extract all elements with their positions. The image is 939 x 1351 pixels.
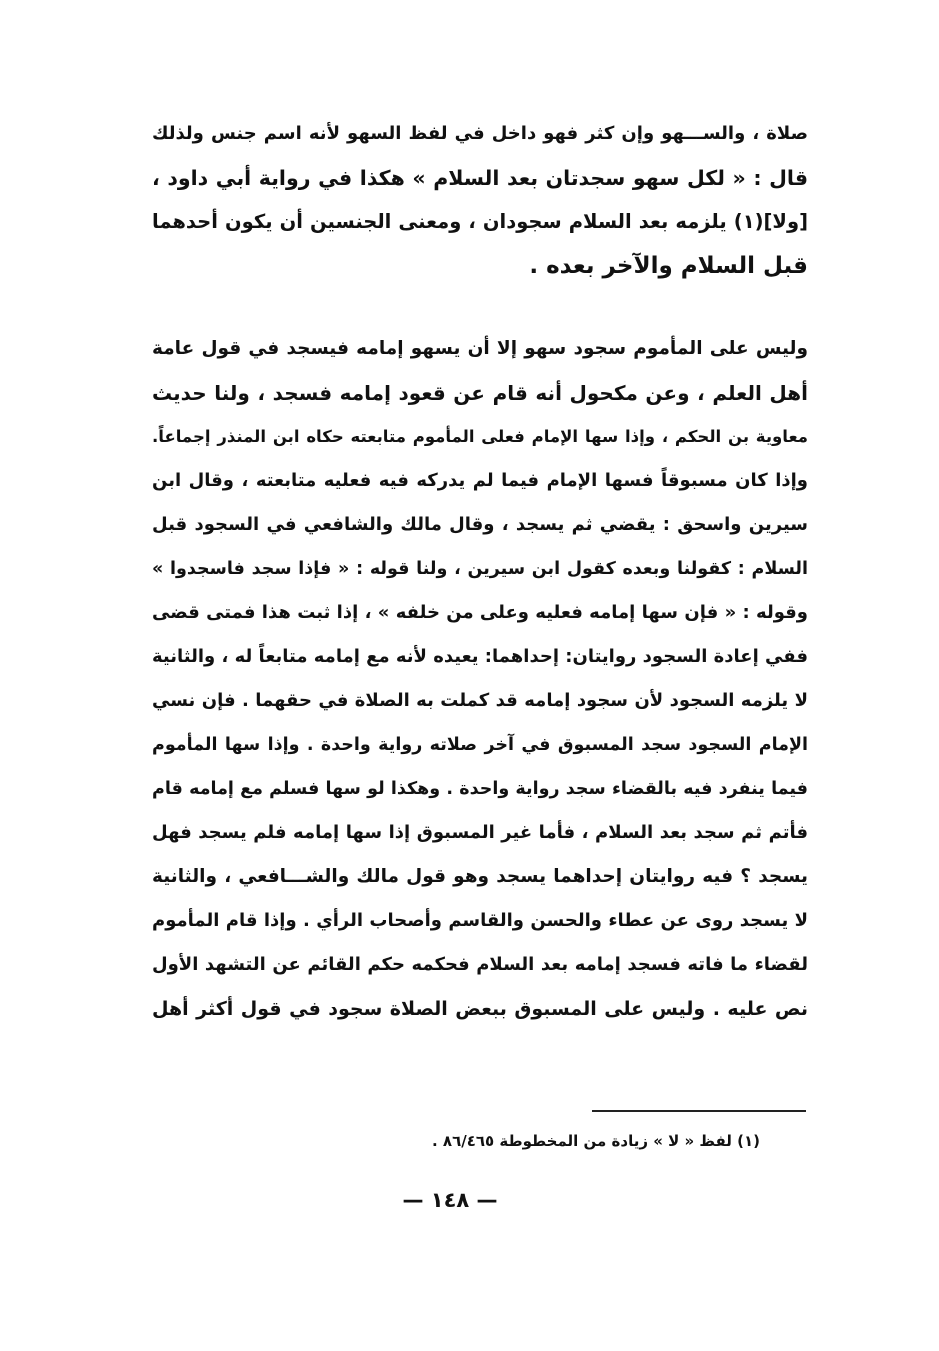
footnote-divider [592, 1110, 806, 1112]
text-line: فيما ينفرد فيه بالقضاء سجد رواية واحدة . وهكذا لو سها فسلم مع إمامه قام [152, 779, 808, 799]
footnote: (١) لفظ « لا » زيادة من المخطوطة ٨٦/٤٦٥ . [432, 1132, 760, 1150]
text-line: وليس على المأموم سجود سهو إلا أن يسهو إمامه فيسجد في قول عامة [152, 338, 808, 359]
text-line: وإذا كان مسبوقاً فسها الإمام فيما لم يدركه فيه فعليه متابعته ، وقال ابن [152, 470, 808, 491]
text-line: لا يسجد روى عن عطاء والحسن والقاسم وأصحاب الرأي . وإذا قام المأموم [152, 910, 808, 931]
text-line: وقوله : « فإن سها إمامه فعليه وعلى من خلفه » ، إذا ثبت هذا فمتى قضى [152, 602, 808, 623]
paragraph-1 [152, 112, 808, 288]
text-line: صلاة ، والســـهو وإن كثر فهو داخل في لفظ السهو لأنه اسم جنس ولذلك [152, 123, 808, 144]
text-line: قبل السلام والآخر بعده . [529, 253, 808, 279]
text-line: السلام : كقولنا وبعده كقول ابن سيرين ، ولنا قوله : « فإذا سجد فاسجدوا » [152, 559, 808, 579]
page-number: — ١٤٨ — [402, 1188, 498, 1212]
text-line: فأتم ثم سجد بعد السلام ، فأما غير المسبوق إذا سها إمامه فلم يسجد فهل [152, 822, 808, 843]
text-line: سيرين واسحق : يقضي ثم يسجد ، وقال مالك والشافعي في السجود قبل [152, 514, 808, 535]
text-line: معاوية بن الحكم ، وإذا سها الإمام فعلى المأموم متابعته حكاه ابن المنذر إجماعاً. [152, 427, 808, 446]
text-line: الإمام السجود سجد المسبوق في آخر صلاته رواية واحدة . وإذا سها المأموم [152, 735, 808, 755]
text-line: يسجد ؟ فيه روايتان إحداهما يسجد وهو قول مالك والشـــافعي ، والثانية [152, 866, 808, 887]
text-line: قال : « لكل سهو سجدتان بعد السلام » هكذا في رواية أبي داود ، [152, 166, 808, 190]
paragraph-2 [152, 327, 808, 1031]
text-line: لا يلزمه السجود لأن سجود إمامه قد كملت به الصلاة في حقهما . فإن نسي [152, 690, 808, 711]
text-line: لقضاء ما فاته فسجد إمامه بعد السلام فحكمه حكم القائم عن التشهد الأول [152, 954, 808, 975]
text-line: أهل العلم ، وعن مكحول أنه قام عن قعود إمامه فسجد ، ولنا حديث [152, 381, 808, 405]
text-line: [ولا](١) يلزمه بعد السلام سجودان ، ومعنى الجنسين أن يكون أحدهما [152, 210, 808, 233]
text-line: نص عليه . وليس على المسبوق ببعض الصلاة سجود في قول أكثر أهل [152, 998, 808, 1020]
text-line: ففي إعادة السجود روايتان: إحداهما: يعيده لأنه مع إمامه متابعاً له ، والثانية [152, 646, 808, 667]
